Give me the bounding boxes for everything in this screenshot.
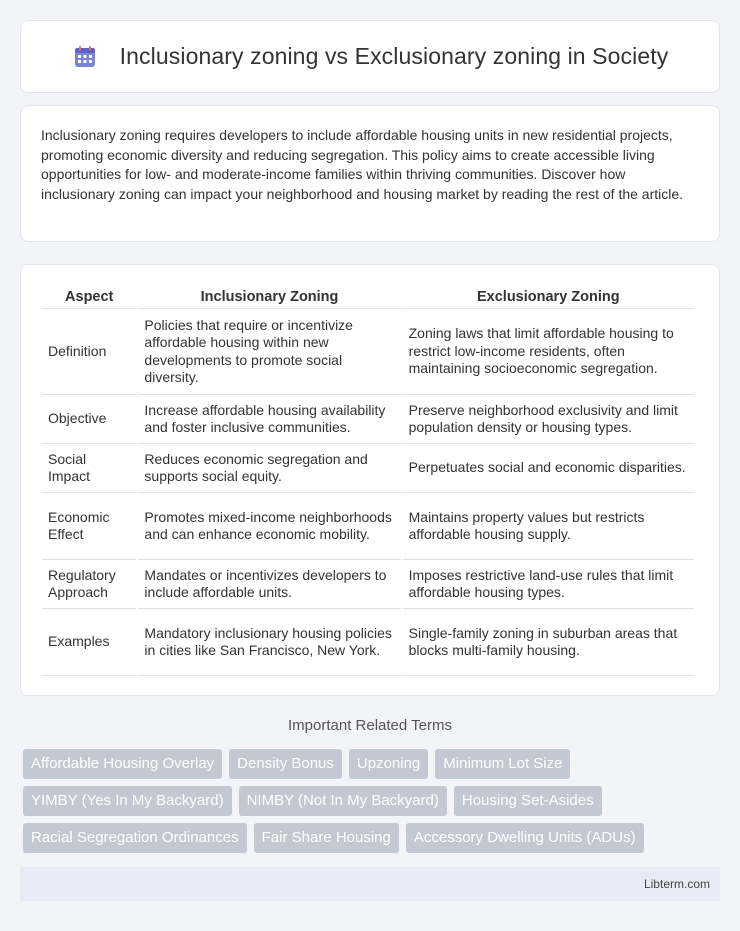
related-tag[interactable]: Density Bonus — [229, 749, 342, 779]
row-aspect: Definition — [42, 309, 136, 395]
related-tag[interactable]: Fair Share Housing — [254, 823, 399, 853]
row-aspect: Regulatory Approach — [42, 560, 136, 609]
related-tag[interactable]: Affordable Housing Overlay — [23, 749, 222, 779]
table-row — [42, 493, 694, 560]
related-tags-row — [23, 786, 723, 816]
related-tag[interactable]: YIMBY (Yes In My Backyard) — [23, 786, 232, 816]
related-terms-title: Important Related Terms — [288, 717, 452, 734]
header-aspect: Aspect — [42, 287, 136, 309]
table-row — [42, 309, 694, 395]
footer-site-link[interactable]: Libterm.com — [643, 877, 710, 891]
row-exclusionary: Preserve neighborhood exclusivity and limit population density or housing types. — [403, 395, 694, 444]
row-exclusionary: Single-family zoning in suburban areas that blocks multi-family housing. — [403, 609, 694, 676]
intro-text: Inclusionary zoning requires developers to include affordable housing units in new residential projects, promoting economic diversity and reducing segregation. This policy aims to create accessible living opportunities for low- and moderate-income families within thriving communities. Discover how inclusionary zoning can impact your neighborhood and housing market by reading the rest of the article. — [41, 127, 684, 202]
related-tag[interactable]: Accessory Dwelling Units (ADUs) — [406, 823, 644, 853]
related-tag[interactable]: Racial Segregation Ordinances — [23, 823, 247, 853]
row-exclusionary: Zoning laws that limit affordable housing to restrict low-income residents, often maintaining socioeconomic segregation. — [403, 309, 694, 395]
intro-card — [20, 105, 720, 242]
row-inclusionary: Promotes mixed-income neighborhoods and can enhance economic mobility. — [138, 493, 400, 560]
table-row — [42, 444, 694, 493]
row-exclusionary: Maintains property values but restricts affordable housing supply. — [403, 493, 694, 560]
title-card — [20, 20, 720, 93]
comparison-table — [40, 287, 696, 676]
related-tag[interactable]: Minimum Lot Size — [435, 749, 570, 779]
related-tags-row — [23, 749, 723, 779]
calendar-icon — [72, 44, 98, 70]
table-header-row — [42, 287, 694, 309]
row-inclusionary: Mandatory inclusionary housing policies in cities like San Francisco, New York. — [138, 609, 400, 676]
row-inclusionary: Policies that require or incentivize affordable housing within new developments to promote social diversity. — [138, 309, 400, 395]
related-tag[interactable]: NIMBY (Not In My Backyard) — [239, 786, 447, 816]
related-tag[interactable]: Upzoning — [349, 749, 428, 779]
header-inclusionary: Inclusionary Zoning — [138, 287, 400, 309]
table-row — [42, 609, 694, 676]
header-exclusionary: Exclusionary Zoning — [403, 287, 694, 309]
row-inclusionary: Increase affordable housing availability and foster inclusive communities. — [138, 395, 400, 444]
page-title: Inclusionary zoning vs Exclusionary zoning in Society — [119, 43, 669, 69]
comparison-table-card — [20, 264, 720, 696]
row-exclusionary: Perpetuates social and economic disparities. — [403, 444, 694, 493]
row-aspect: Examples — [42, 609, 136, 676]
row-inclusionary: Reduces economic segregation and supports social equity. — [138, 444, 400, 493]
related-tags-row — [23, 823, 723, 853]
table-row — [42, 560, 694, 609]
row-exclusionary: Imposes restrictive land-use rules that limit affordable housing types. — [403, 560, 694, 609]
row-aspect: Economic Effect — [42, 493, 136, 560]
table-row — [42, 395, 694, 444]
footer — [20, 867, 720, 901]
related-tag[interactable]: Housing Set-Asides — [454, 786, 602, 816]
row-inclusionary: Mandates or incentivizes developers to include affordable units. — [138, 560, 400, 609]
row-aspect: Objective — [42, 395, 136, 444]
row-aspect: Social Impact — [42, 444, 136, 493]
